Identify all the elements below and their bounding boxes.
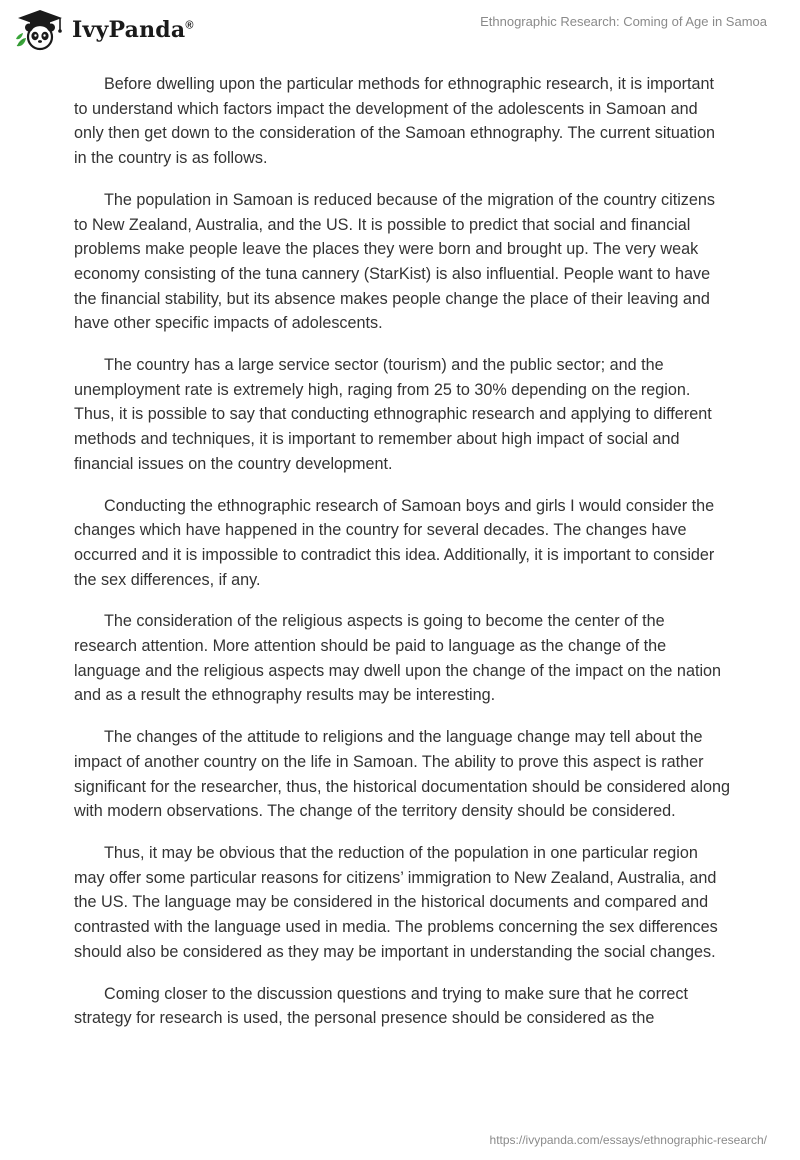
paragraph: Coming closer to the discussion questions and trying to make sure that he correct strategy for research is used, the personal presence should be considered as the <box>74 984 688 1028</box>
source-url[interactable]: https://ivypanda.com/essays/ethnographic-research/ <box>489 1133 767 1147</box>
registered-mark: ® <box>185 19 194 32</box>
paragraph: The consideration of the religious aspects is going to become the center of the research attention. More attention should be paid to language as the change of the language and the religious aspects may dwell upon the change of the impact on the nation and as a result the ethnography results may be interesting. <box>74 612 722 705</box>
paragraph: The changes of the attitude to religions and the language change may tell about the impact of another country on the life in Samoan. The ability to prove this aspect is rather significant for the researcher, thus, the historical documentation should be considered along with modern observations. The change of the territory density should be considered. <box>74 728 730 821</box>
paragraph: Thus, it may be obvious that the reduction of the population in one particular region may offer some particular reasons for citizens’ immigration to New Zealand, Australia, and the US. The language may be considered in the historical documents and compared and contrasted with the language used in media. The problems concerning the sex differences should also be considered as they may be important in understanding the social changes. <box>74 843 718 961</box>
page-header <box>0 0 800 60</box>
paragraph: The population in Samoan is reduced because of the migration of the country citizens to New Zealand, Australia, and the US. It is possible to predict that social and financial problems make people leave the places they were born and brought up. The very weak economy consisting of the tuna cannery (StarKist) is also influential. People want to have the financial stability, but its absence makes people change the place of their leaving and have other specific impacts of adolescents. <box>74 190 715 333</box>
brand-name: IvyPanda® <box>72 17 194 43</box>
panda-graduate-icon <box>14 8 66 52</box>
document-title: Ethnographic Research: Coming of Age in Samoa <box>480 14 767 29</box>
paragraph: Before dwelling upon the particular methods for ethnographic research, it is important to understand which factors impact the development of the adolescents in Samoan and only then get down to the consideration of the Samoan ethnography. The current situation in the country is as follows. <box>74 75 716 168</box>
essay-body <box>74 72 730 1048</box>
brand-logo[interactable] <box>14 8 194 52</box>
paragraph: Conducting the ethnographic research of Samoan boys and girls I would consider the changes which have happened in the country for several decades. The changes have occurred and it is impossible to contradict this idea. Additionally, it is important to consider the sex differences, if any. <box>74 496 715 589</box>
paragraph: The country has a large service sector (tourism) and the public sector; and the unemployment rate is extremely high, raging from 25 to 30% depending on the region. Thus, it is possible to say that conducting ethnographic research and applying to different methods and techniques, it is important to remember about high impact of social and financial issues on the country development. <box>74 356 712 473</box>
